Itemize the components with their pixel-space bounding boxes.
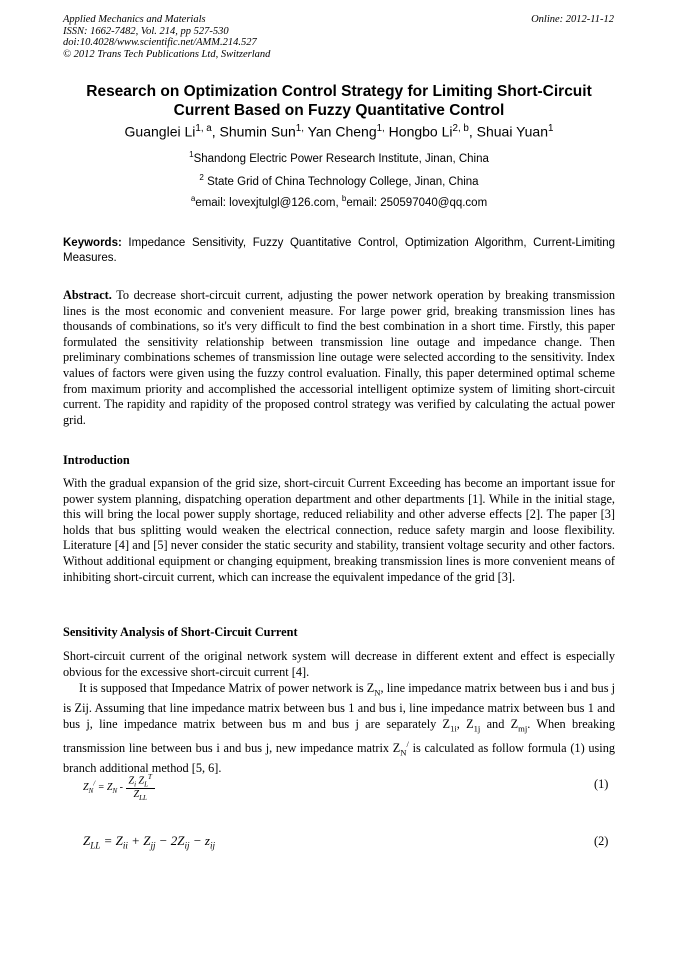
eq-symbol: Z: [133, 789, 140, 801]
text-run: . When breaking transmission line between bus i and bus j, new impedance matrix Z: [63, 716, 615, 755]
keywords: [63, 236, 615, 266]
text-run: It is supposed that Impedance Matrix of power network is Z: [79, 681, 375, 695]
email-line: [63, 194, 615, 209]
introduction-text: With the gradual expansion of the grid size, short-circuit Current Exceeding has become an important issue for power system planning, dispatching operation department and other departments [1]. While in the initial stage, this will bring the local power supply shortage, reduced reliability and other adverse effects [2]. The paper [3] holds that bus splitting would weaken the electrical connection, reduce safety margin and loose flexibility. Literature [4] and [5] never consider the static security and stability, transient voltage security and other factors. Without additional equipment or changing equipment, breaking transmission lines is more convenient means of inhibiting short-circuit current, which can increase the equivalent impedance of the grid [3].: [63, 476, 615, 584]
email-sup: a: [190, 194, 196, 203]
keywords-text: Impedance Sensitivity, Fuzzy Quantitative Control, Optimization Algorithm, Current-Limiting Measures.: [63, 237, 615, 264]
author-name: Hongbo Li: [388, 123, 453, 140]
issn-line: ISSN: 1662-7482, Vol. 214, pp 527-530: [63, 25, 229, 37]
author-name: Yan Cheng: [307, 123, 377, 140]
aff-sup: 1: [189, 150, 194, 159]
subscript: 1j: [473, 723, 481, 734]
author-sep: ,: [211, 123, 220, 140]
author-sup: 1, a: [195, 123, 212, 134]
eq-symbol: = Z: [100, 833, 123, 848]
affiliation-1: [63, 150, 615, 165]
author-sup: 2, b: [452, 123, 469, 134]
introduction-heading: Introduction: [63, 453, 130, 467]
author-name: Guanglei Li: [124, 123, 196, 140]
eq-sup: /: [93, 779, 96, 788]
online-date: Online: 2012-11-12: [531, 14, 614, 25]
eq-sub: i: [134, 780, 137, 789]
sensitivity-heading: Sensitivity Analysis of Short-Circuit Current: [63, 625, 298, 639]
eq-symbol: − 2Z: [155, 833, 185, 848]
superscript: /: [406, 738, 409, 749]
eq-sub: jj: [150, 840, 156, 851]
text-run: and Z: [480, 716, 519, 731]
title-line-2: Current Based on Fuzzy Quantitative Control: [173, 102, 505, 119]
author-sep: ,: [468, 123, 477, 140]
eq-symbol: Z: [128, 775, 135, 787]
eq-sub: ij: [184, 840, 190, 851]
eq-symbol: Z: [83, 781, 89, 793]
eq-symbol: + Z: [127, 833, 151, 848]
author-sup: 1,: [295, 123, 304, 134]
text-run: , line impedance matrix between bus i and bus j is Zij. Assuming that line impedance matrix between bus 1 and bus i, line impedance matrix between bus 1 and bus j, line impedance matrix between bus m and bus j are separately Z: [63, 681, 615, 731]
aff-text: Shandong Electric Power Research Institute, Jinan, China: [193, 152, 489, 165]
eq-operator: -: [117, 781, 126, 793]
equation-1-number: (1): [594, 777, 609, 791]
aff-sup: 2: [199, 173, 204, 182]
journal-header: [63, 14, 270, 60]
affiliation-2: [63, 173, 615, 188]
eq-sub: ii: [122, 840, 128, 851]
author-sup: 1,: [376, 123, 385, 134]
subscript: N: [400, 747, 407, 758]
sensitivity-paragraph-2: [63, 681, 615, 776]
subscript: mj: [518, 723, 528, 734]
eq-fraction: [126, 773, 155, 802]
title-line-1: Research on Optimization Control Strategy for Limiting Short-Circuit: [86, 83, 592, 100]
author-name: Shuai Yuan: [476, 123, 548, 140]
eq-sub: N: [112, 786, 118, 795]
eq-sub: L: [144, 780, 148, 789]
eq-symbol: − z: [189, 833, 210, 848]
author-list: [63, 123, 615, 140]
abstract-label: Abstract.: [63, 288, 112, 302]
paper-title: [63, 82, 615, 120]
abstract: [63, 288, 615, 428]
eq-sub: ij: [209, 840, 215, 851]
email-a: email: lovexjtulgl@126.com,: [195, 196, 342, 209]
eq-sub: LL: [90, 840, 101, 851]
email-b: email: 250597040@qq.com: [346, 196, 488, 209]
eq-symbol: = Z: [95, 781, 113, 793]
keywords-label: Keywords:: [63, 237, 122, 249]
eq-symbol: Z: [136, 775, 145, 787]
eq-sub: N: [88, 786, 94, 795]
text-run: , Z: [456, 716, 474, 731]
journal-name: Applied Mechanics and Materials: [63, 14, 206, 25]
subscript: N: [374, 687, 381, 698]
eq-sup: T: [148, 773, 152, 781]
author-sup: 1: [548, 123, 554, 134]
eq-symbol: Z: [83, 833, 91, 848]
abstract-text: To decrease short-circuit current, adjusting the power network operation by breaking transmission lines is the most economic and convenient measure. For large power grid, breaking transmission lines has thousands of combinations, so it's very difficult to find the best combination in a short time. Firstly, this paper formulated the sensitivity relationship between transmission line outage and impedance change. Then preliminary combinations schemes of transmission line outage were selected according to the sensitivity. Index values of factors were given using the fuzzy control evaluation. Finally, this paper determined optimal scheme from maximum priority and accomplished the accessorial intelligent optimize system of limiting short-circuit current. The rapidity and rapidity of the proposed control strategy was verified by calculating the actual power grid.: [63, 288, 615, 427]
eq-sub: LL: [139, 794, 147, 803]
eq-numerator: [126, 773, 155, 789]
subscript: 1i: [450, 723, 457, 734]
equation-2-number: (2): [594, 834, 609, 848]
equation-2: [83, 833, 215, 851]
doi-line: doi:10.4028/www.scientific.net/AMM.214.527: [63, 37, 257, 48]
email-sup: b: [341, 194, 347, 203]
eq-denominator: [126, 789, 155, 802]
aff-text: State Grid of China Technology College, Jinan, China: [203, 175, 479, 188]
author-name: Shumin Sun: [219, 123, 296, 140]
copyright-line: © 2012 Trans Tech Publications Ltd, Switzerland: [63, 48, 271, 60]
sensitivity-paragraph-1: Short-circuit current of the original network system will decrease in different extent and effect is especially obvious for the excessive short-circuit current [4].: [63, 649, 615, 679]
equation-1: [83, 773, 155, 802]
text-run: is calculated as follow formula (1) using branch additional method [5, 6].: [63, 740, 615, 775]
